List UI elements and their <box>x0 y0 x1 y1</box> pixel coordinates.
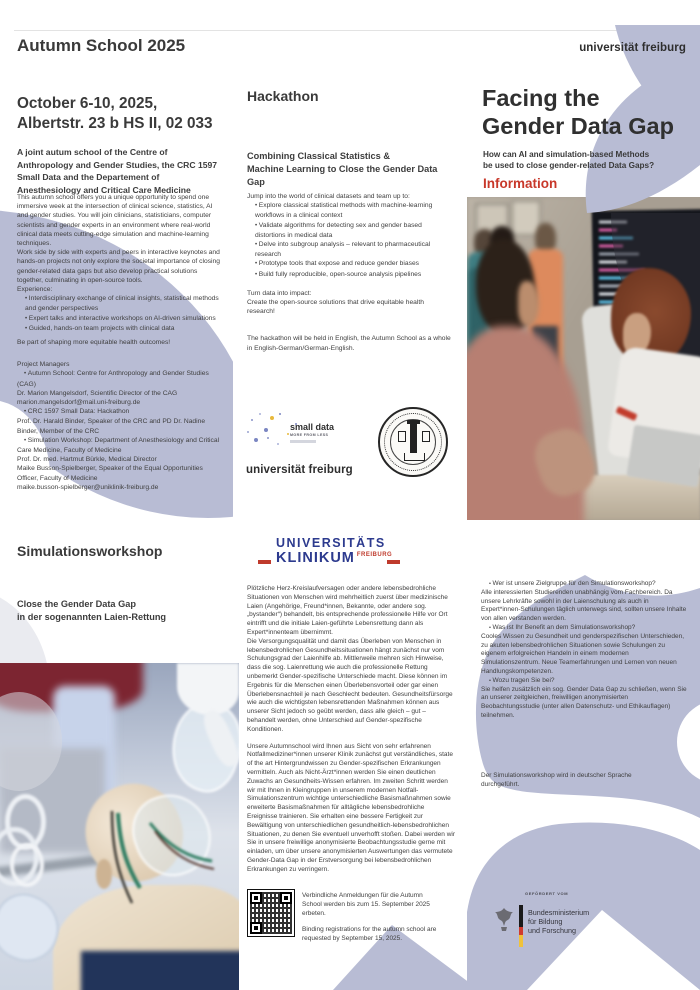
simulationsworkshop-subtitle <box>17 598 166 624</box>
qr-finder <box>250 922 262 934</box>
qr-finder <box>250 892 262 904</box>
hackathon-lead: Jump into the world of clinical datasets and team up to: <box>247 193 410 200</box>
simulationsworkshop-title: Simulationsworkshop <box>17 543 163 559</box>
language-note-line: durchgeführt. <box>481 780 520 788</box>
hackathon-bullet: • Explore classical statistical methods with machine-learning workflows in a clinical context <box>247 201 453 220</box>
hackathon-bullet: • Delve into subgroup analysis – relevant to pharmaceutical research <box>247 240 453 259</box>
faq-answer: Cooles Wissen zu Gesundheit und genderspezifischen Unterschieden, zu akuten lebensbedrohlichen Situationen sowie Schulungen zu eigenem erfolgreichen Handeln in einem modernen Simulationszentrum. Neue Teamerfahrungen und Lernen von neuen Handlungskompetenzen. <box>481 632 685 675</box>
registration-caption-en: Binding registrations for the autumn school are requested by September 15, 2025. <box>302 926 437 943</box>
small-data-dots-icon <box>264 428 268 432</box>
hackathon-body <box>247 192 453 353</box>
manager-line: Maike Busson-Spielberger, Speaker of the Equal Opportunities Officer, Faculty of Medicine <box>17 465 203 482</box>
faq-question: • Was ist Ihr Benefit an dem Simulationsworkshop? <box>481 624 687 633</box>
cover-subtitle <box>483 149 654 171</box>
body-paragraph: Plötzliche Herz-Kreislaufversagen oder andere lebensbedrohliche Situationen von Menschen wird mehrheitlich zuerst über medizinische Laien (Angehörige, Freund*innen, Bekannte, oder andere sog. „bystander“) behandelt, bis entsprechende professionelle Hilfe vor Ort eintrifft und die initiale Laien-geführte Lebensrettung dann als Expert*innenteam übernimmt. <box>247 585 448 636</box>
project-managers <box>17 360 222 492</box>
autumn-school-body <box>17 193 222 492</box>
manager-item: • Autumn School: Centre for Anthropology and Gender Studies (CAG) <box>17 369 222 388</box>
hackathon-subtitle-line: Combining Classical Statistics & <box>247 151 390 161</box>
body-paragraph: Die Versorgungsqualität und damit das Überleben von Menschen in lebensbedrohlichen Gesundheitssituationen hängt zunächst nur vom Schulungsgrad der Laienhilfe ab. Mittlerweile mehren sich Hinweise, dass die sog. Laienrettung wie auch die professionelle Rettung unbemerkt Gender-spezifische Unterschiede macht. Diese können im Ergebnis für die Menschen einen Überlebensvorteil oder gar einen Überlebensnachteil je nach Geschlecht bedeuten. Gesundheitsfürsorge wie auch die wichtigsten lebensrettenden Maßnahmen können aus unserer Sicht jedoch so geübt werden, dass alle gleich – gut – behandelt werden, ohne Unterschied auf Gender-spezifische Konditionen. <box>247 637 453 733</box>
subtitle-line: in der sogenannten Laien-Rettung <box>17 612 167 622</box>
bmbf-eagle-icon <box>492 907 516 933</box>
manager-email: maike.busson-spielberger@uniklinik-freiburg.de <box>17 483 159 491</box>
experience-item: • Guided, hands-on team projects with clinical data <box>17 324 222 334</box>
small-data-logo <box>246 408 341 460</box>
hackathon-title: Hackathon <box>247 88 319 104</box>
experience-item: • Interdisciplinary exchange of clinical insights, statistical methods and gender perspectives <box>17 294 222 313</box>
language-note-line: Der Simulationsworkshop wird in deutscher Sprache <box>481 772 632 779</box>
registration-caption-de: Verbindliche Anmeldungen für die Autumn School werden bis zum 15. September 2025 erbeten. <box>302 892 430 917</box>
experience-label: Experience: <box>17 286 53 294</box>
manager-email: marion.mangelsdorf@mail.uni-freiburg.de <box>17 399 141 407</box>
cover-title-line: Facing the <box>482 85 600 111</box>
hackathon-subtitle <box>247 150 457 189</box>
language-note: The hackathon will be held in English, the Autumn School as a whole in English-German/German-English. <box>247 335 451 352</box>
body-paragraph: This autumn school offers you a unique opportunity to spend one immersive week at the intersection of clinical science, statistics, AI and gender studies. You will join clinicians, statisticians, computer scientists and gender experts in an environment where real-world clinical data meets cutting-edge simulation and machine-learning techniques. <box>17 194 213 248</box>
uniklinik-line2: KLINIKUM <box>276 550 355 566</box>
impact-lead: Turn data into impact: <box>247 289 312 297</box>
experience-item: • Expert talks and interactive workshops on AI-driven simulations <box>17 314 222 324</box>
bmbf-line: und Forschung <box>528 926 576 935</box>
simulation-body-de <box>247 585 455 875</box>
registration-captions <box>302 892 442 944</box>
uniklinik-line1: UNIVERSITÄTS <box>276 536 386 550</box>
body-paragraph: Work side by side with experts and peers in interactive keynotes and hands-on projects not only explore the societal importance of closing gender-related data gaps but also develop practical solutions together, culminating in open-source tools. <box>17 249 220 284</box>
impact-text: Create the open-source solutions that drive equitable health research! <box>247 299 424 316</box>
cpr-training-photo <box>0 663 239 990</box>
cover-subtitle-line: How can AI and simulation-based Methods <box>483 150 650 159</box>
manager-line: Prof. Dr. Harald Binder, Speaker of the CRC and PD Dr. Nadine Binder, Member of the CRC <box>17 418 206 435</box>
bmbf-line: für Bildung <box>528 917 563 926</box>
qr-finder <box>280 892 292 904</box>
bmbf-logo <box>492 903 632 951</box>
body-paragraph: Unsere Autumnschool wird Ihnen aus Sicht von sehr erfahrenen Notfallmediziner*innen unserer Klinik zunächst gut verständliches, state of the art Hintergrundwissen zu Gender-spezifischen Erkrankungen vermitteln. Auch als Nicht-Ärzt*innen werden Sie einen deutlichen Zuwachs an Gesundheits-Wissen erfahren. Im zweiten Schritt werden wir mit Ihnen in Kleingruppen in unserem modernen Notfall-Simulationszentrum wichtige unterschiedliche Basismaßnahmen sowie erweiterte Basismaßnahmen für alltägliche lebensbedrohliche Ereignisse trainieren. Sie erhalten eine bessere Fertigkeit zur Bewältigung von unterschiedlichen gesundheitlich-lebensbedrohlichen Situationen, zu denen Sie eventuell unverhofft stoßen. Dabei werden wir Sie in unsere freiwillige anonymisierte Beobachtungsstudie gerne mit einladen, um über unsere anonymisierten Auswertungen das vermutete Gender-Data Gap in der Erstversorgung bei lebensbedrohlichen Erkrankungen zu verringern. <box>247 742 456 873</box>
small-data-tagline: MORE FROM LESS <box>290 433 329 437</box>
funded-by-label: GEFÖRDERT VOM <box>525 891 569 896</box>
uni-freiburg-wordmark: universität freiburg <box>579 42 686 54</box>
event-date: October 6-10, 2025, <box>17 95 158 112</box>
hackathon-bullet: • Validate algorithms for detecting sex and gender based distortions in medical data <box>247 221 453 240</box>
cover-title-line: Gender Data Gap <box>482 113 674 139</box>
joint-school-intro: A joint autum school of the Centre of Anthropology and Gender Studies, the CRC 1597 Small Data and the Departement of Anesthesiology and Critical Care Medicine <box>17 147 218 195</box>
project-managers-label: Project Managers <box>17 361 70 369</box>
information-label: Information <box>483 176 558 191</box>
cover-subtitle-line: be used to close gender-related Data Gaps? <box>483 161 655 170</box>
logo-bar-right <box>387 560 400 564</box>
manager-line: Dr. Marion Mangelsdorf, Scientific Director of the CAG <box>17 389 178 397</box>
manager-line: Prof. Dr. med. Hartmut Bürkle, Medical Director <box>17 456 157 464</box>
cover-title <box>482 84 674 140</box>
event-location: Albertstr. 23 b HS II, 02 033 <box>17 114 213 132</box>
small-data-rule <box>290 440 316 443</box>
hackathon-bullet: • Prototype tools that expose and reduce gender biases <box>247 259 453 269</box>
small-data-wordmark: small data <box>290 422 335 432</box>
simulation-faq <box>481 580 687 721</box>
subtitle-line: Close the Gender Data Gap <box>17 599 136 609</box>
bmbf-line: Bundesministerium <box>528 908 590 917</box>
table-dark <box>81 951 239 990</box>
autumn-school-title: Autumn School 2025 <box>17 36 186 55</box>
logo-bar-left <box>258 560 271 564</box>
faq-question: • Wer ist unsere Zielgruppe für den Simulationsworkshop? <box>481 580 687 589</box>
closing-line: Be part of shaping more equitable health outcomes! <box>17 339 171 347</box>
manager-item: • Simulation Workshop: Department of Anesthesiology and Critical Care Medicine, Faculty of Medicine <box>17 436 222 455</box>
faq-answer: Sie helfen zusätzlich ein sog. Gender Data Gap zu schließen, wenn Sie an unserer zeitgleichen, freiwilligen anonymisierten Beobachtungsstudie (unter allen Datenschutz- und Ethikauflagen) teilnehmen. <box>481 685 687 719</box>
manager-item: • CRC 1597 Small Data: Hackathon <box>17 407 222 417</box>
uni-freiburg-wordmark: universität freiburg <box>246 464 353 476</box>
uniklinik-city: FREIBURG <box>356 552 393 558</box>
hackathon-subtitle-line: Machine Learning to Close the Gender Data Gap <box>247 164 438 187</box>
event-date-location <box>17 94 213 133</box>
laptop <box>626 424 700 486</box>
team-photo <box>467 197 700 520</box>
faq-answer: Alle interessierten Studierenden unabhängig vom Fachbereich. Da unsere Lehrkräfte sowohl in der Laienschulung als auch in Expert*innen-Schulungen täglich unterwegs sind, sollten unsere Inhalte von allen verstanden werden. <box>481 588 687 623</box>
faq-question: • Wozu tragen Sie bei? <box>481 677 687 686</box>
hackathon-bullet: • Build fully reproducible, open-source analysis pipelines <box>247 270 453 280</box>
bmbf-text <box>528 908 589 935</box>
uniklinik-logo <box>258 536 408 576</box>
university-seal-icon <box>378 407 448 477</box>
language-note-de <box>481 772 687 790</box>
flag-stripe <box>519 905 523 947</box>
qr-code <box>247 889 295 937</box>
